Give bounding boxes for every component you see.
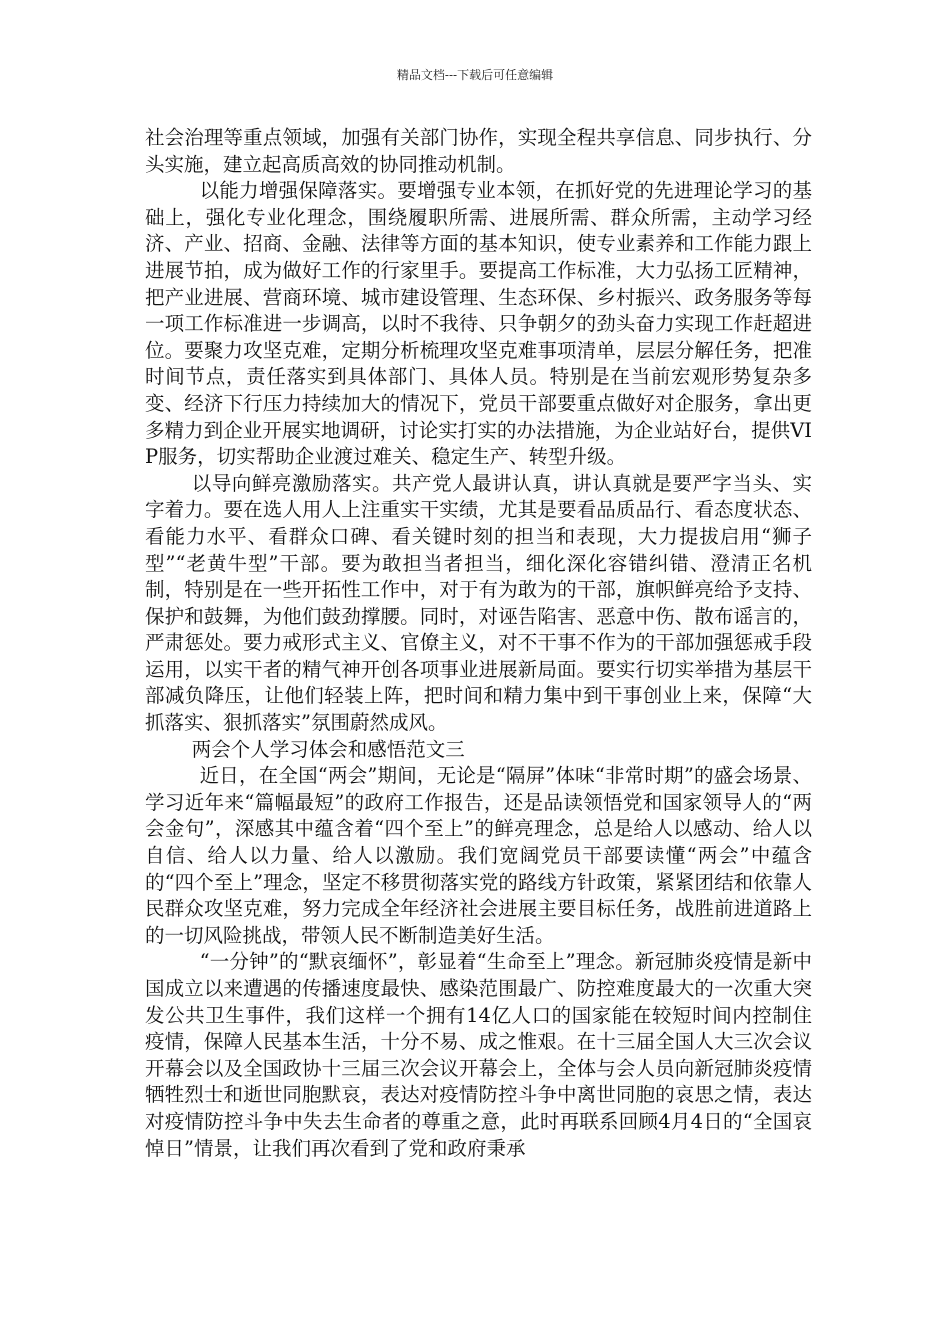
document-body — [145, 125, 812, 1162]
section-title: 两会个人学习体会和感悟范文三 — [191, 737, 465, 761]
paragraph-continuation: 社会治理等重点领域，加强有关部门协作，实现全程共享信息、同步执行、分头实施，建立起高质高效的协同推动机制。 — [145, 126, 812, 176]
paragraph-ability: 以能力增强保障落实。要增强专业本领，在抓好党的先进理论学习的基础上，强化专业化理念，围绕履职所需、进展所需、群众所需，主动学习经济、产业、招商、金融、法律等方面的基本知识，使专业素养和工作能力跟上进展节拍，成为做好工作的行家里手。要提高工作标准，大力弘扬工匠精神，把产业进展、营商环境、城市建设管理、生态环保、乡村振兴、政务服务等每一项工作标准进一步调高，以时不我待、只争朝夕的劲头奋力实现工作赶超进位。要聚力攻坚克难，定期分析梳理攻坚克难事项清单，层层分解任务，把准时间节点，责任落实到具体部门、具体人员。特别是在当前宏观形势复杂多变、经济下行压力持续加大的情况下，党员干部要重点做好对企服务，拿出更多精力到企业开展实地调研，讨论实打实的办法措施，为企业站好台，提供VIP服务，切实帮助企业渡过难关、稳定生产、转型升级。 — [145, 179, 812, 469]
page-header: 精品文档---下载后可任意编辑 — [396, 68, 554, 82]
paragraph-intro: 近日，在全国“两会”期间，无论是“隔屏”体味“非常时期”的盛会场景、学习近年来“篇幅最短”的政府工作报告，还是品读领悟党和国家领导人的“两会金句”，深感其中蕴含着“四个至上”的鲜亮理念，总是给人以感动、给人以自信、给人以力量、给人以激励。我们宽阔党员干部要读懂“两会”中蕴含的“四个至上”理念，坚定不移贯彻落实党的路线方针政策，紧紧团结和依靠人民群众攻坚克难，努力完成全年经济社会进展主要目标任务，战胜前进道路上的一切风险挑战，带领人民不断制造美好生活。 — [145, 764, 812, 947]
paragraph-guidance: 以导向鲜亮激励落实。共产党人最讲认真，讲认真就是要严字当头、实字着力。要在选人用人上注重实干实绩，尤其是要看品质品行、看态度状态、看能力水平、看群众口碑、看关键时刻的担当和表现，大力提拔启用“狮子型”“老黄牛型”干部。要为敢担当者担当，细化深化容错纠错、澄清正名机制，特别是在一些开拓性工作中，对于有为敢为的干部，旗帜鲜亮给予支持、保护和鼓舞，为他们鼓劲撑腰。同时，对诬告陷害、恶意中伤、散布谣言的，严肃惩处。要力戒形式主义、官僚主义，对不干事不作为的干部加强惩戒手段运用，以实干者的精气神开创各项事业进展新局面。要实行切实举措为基层干部减负降压，让他们轻装上阵，把时间和精力集中到干事创业上来，保障“大抓落实、狠抓落实”氛围蔚然成风。 — [145, 471, 812, 735]
paragraph-life-first: “一分钟”的“默哀缅怀”，彰显着“生命至上”理念。新冠肺炎疫情是新中国成立以来遭遇的传播速度最快、感染范围最广、防控难度最大的一次重大突发公共卫生事件，我们这样一个拥有14亿人口的国家能在较短时间内控制住疫情，保障人民基本生活，十分不易、成之惟艰。在十三届全国人大三次会议开幕会以及全国政协十三届三次会议开幕会上，全体与会人员向新冠肺炎疫情牺牲烈士和逝世同胞默哀，表达对疫情防控斗争中离世同胞的哀思之情，表达对疫情防控斗争中失去生命者的尊重之意，此时再联系回顾4月4日的“全国哀悼日”情景，让我们再次看到了党和政府秉承 — [145, 950, 812, 1160]
